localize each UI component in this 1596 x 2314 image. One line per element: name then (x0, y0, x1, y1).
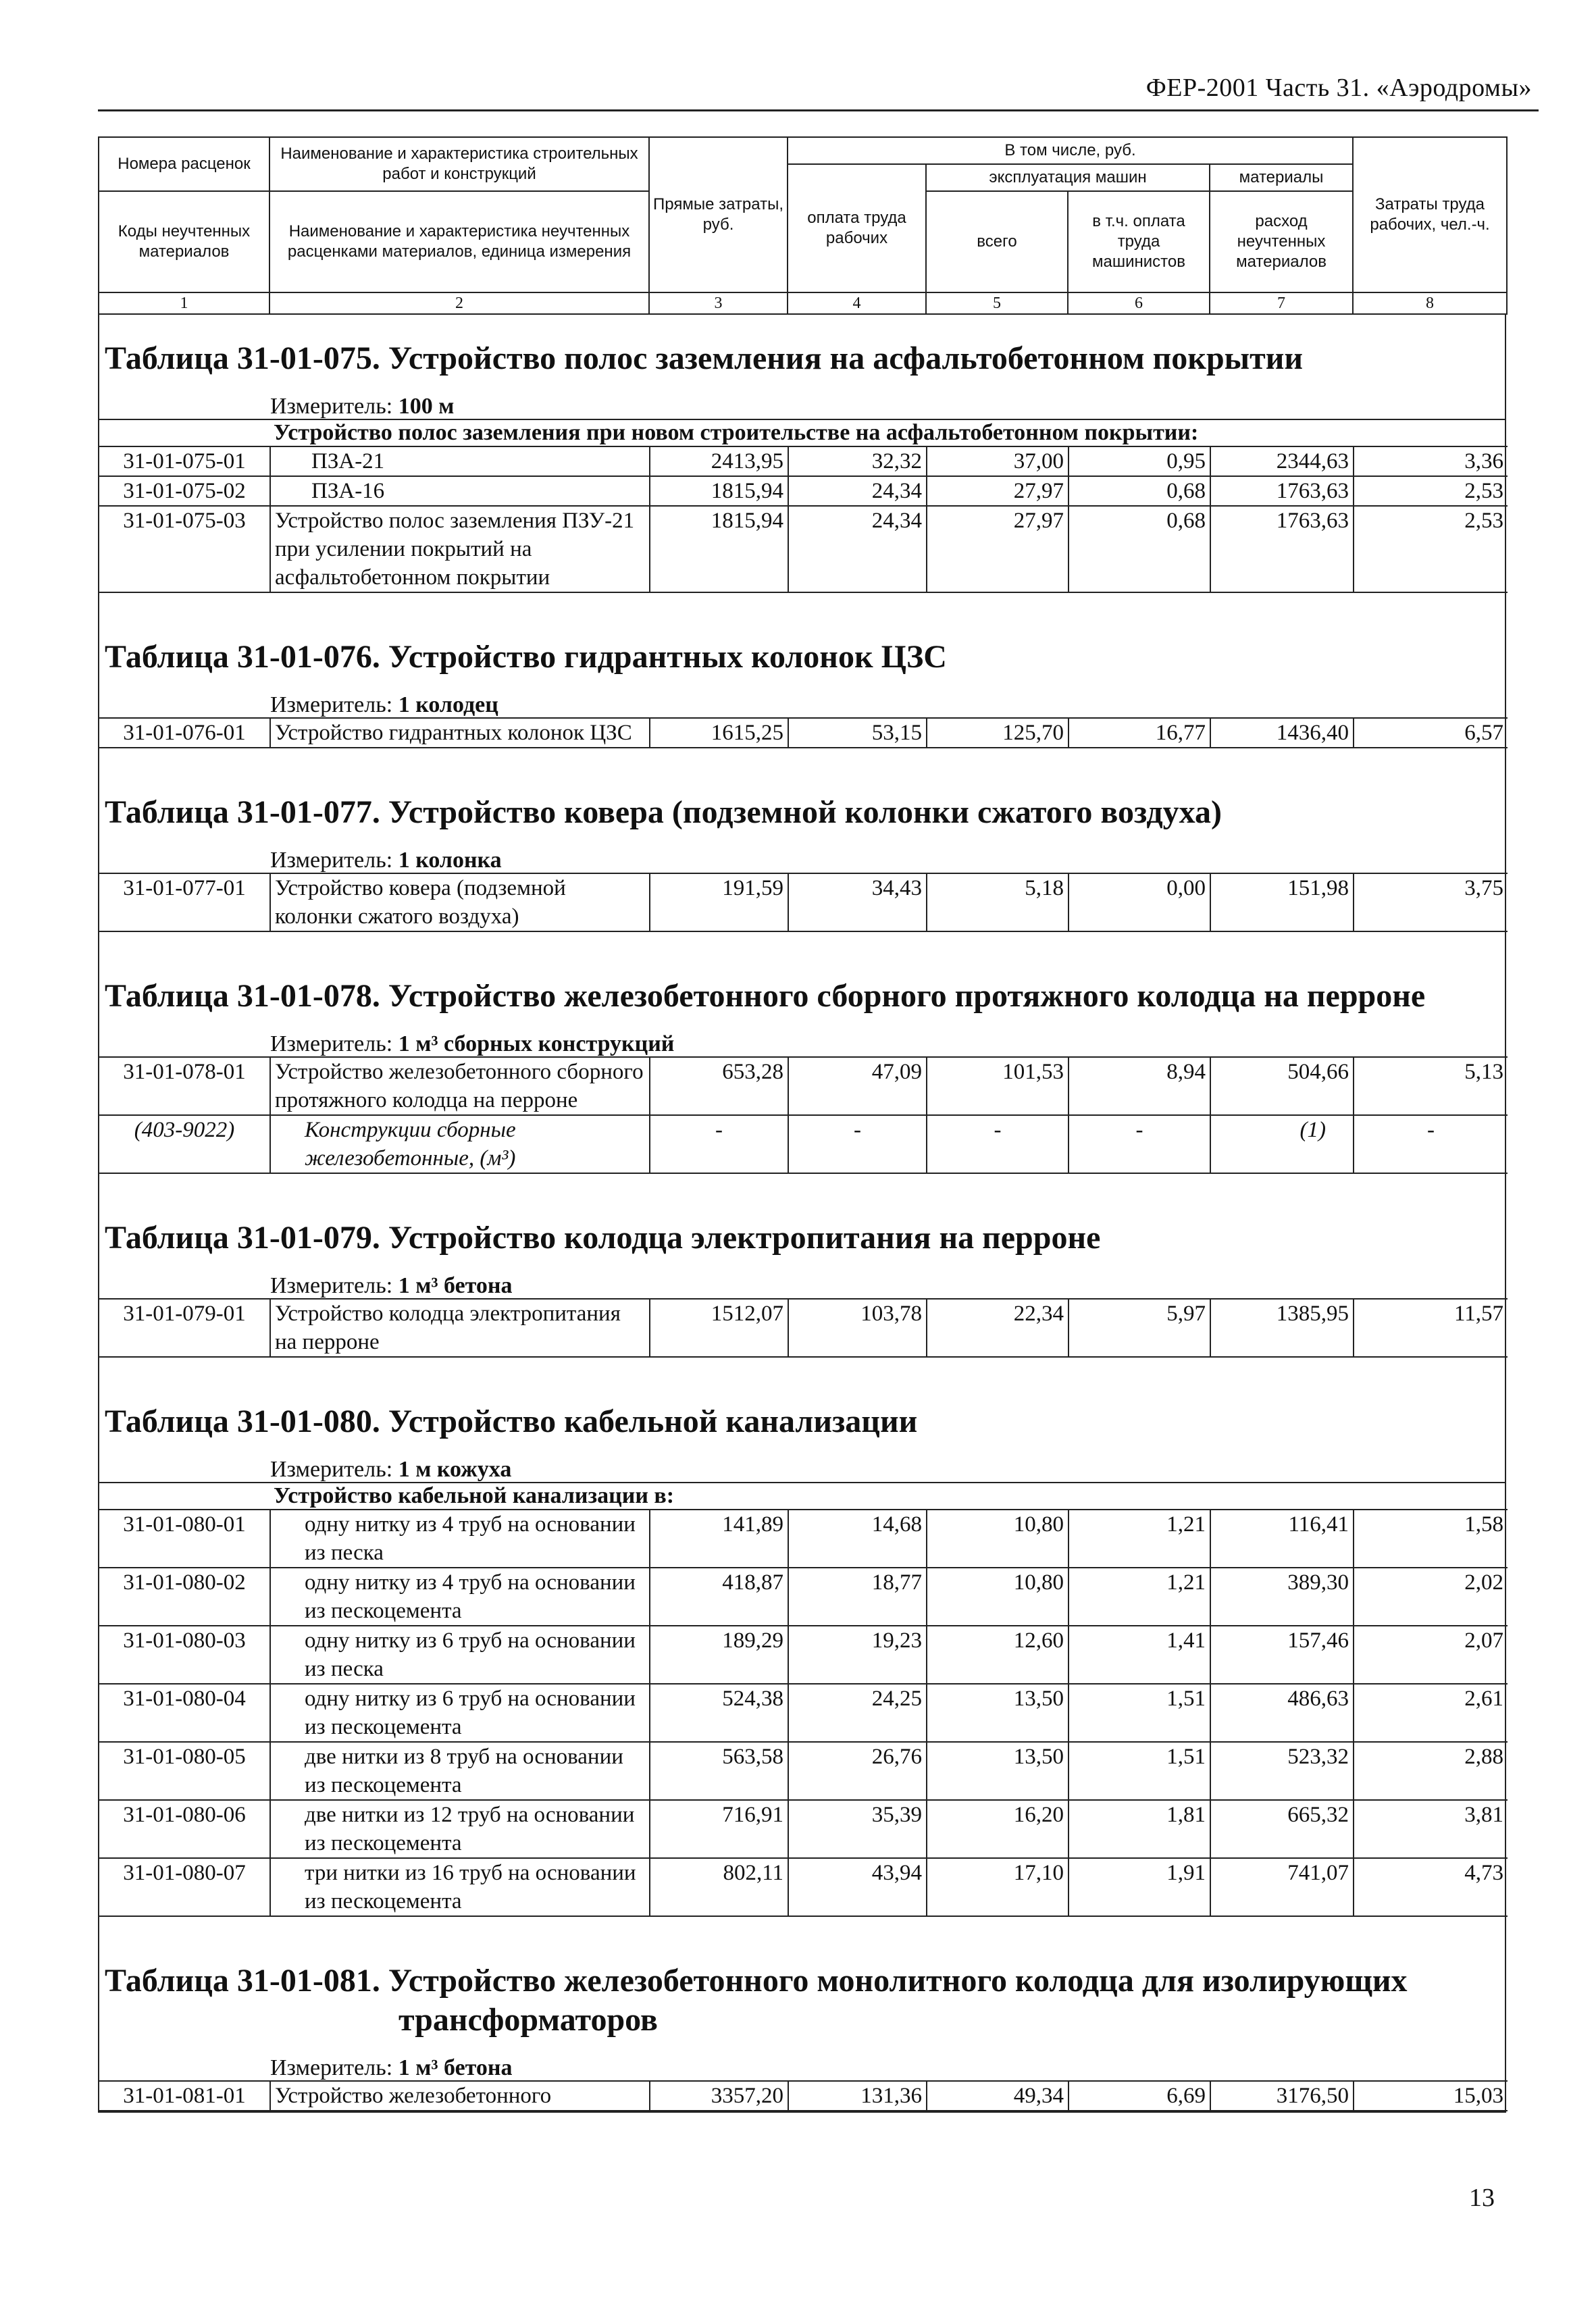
table-row (99, 1568, 1508, 1626)
col-number: 2 (269, 292, 649, 314)
work-description: ПЗА-21 (270, 446, 650, 476)
cost-value: 10,80 (927, 1568, 1069, 1626)
cost-value: 37,00 (927, 446, 1069, 476)
rate-code: 31-01-080-03 (99, 1626, 270, 1684)
col-number: 8 (1353, 292, 1507, 314)
cost-value: 16,77 (1069, 718, 1210, 748)
cost-value: 0,68 (1069, 506, 1210, 592)
rate-code: 31-01-080-05 (99, 1742, 270, 1800)
cost-value: 3,81 (1354, 1800, 1508, 1858)
cost-value: 563,58 (650, 1742, 788, 1800)
cost-value: 1436,40 (1210, 718, 1354, 748)
cost-value: 19,23 (788, 1626, 927, 1684)
cost-value: 1,51 (1069, 1742, 1210, 1800)
col-number: 5 (926, 292, 1068, 314)
rate-table (99, 1509, 1508, 1917)
cost-value: 17,10 (927, 1858, 1069, 1916)
rate-table (99, 717, 1508, 748)
cost-value: 389,30 (1210, 1568, 1354, 1626)
cost-value: 802,11 (650, 1858, 788, 1916)
cost-value: 524,38 (650, 1684, 788, 1742)
cost-value: 24,25 (788, 1684, 927, 1742)
cost-value: 1512,07 (650, 1299, 788, 1357)
measurement-unit-label: Измеритель: (270, 848, 393, 873)
cost-value: 22,34 (927, 1299, 1069, 1357)
section-gap (99, 748, 1505, 769)
cost-value: 53,15 (788, 718, 927, 748)
col-number: 6 (1068, 292, 1210, 314)
work-description: две нитки из 8 труб на основании из пескоцемента (270, 1742, 650, 1800)
table-title-text: Таблица 31-01-077. Устройство ковера (подземной колонки сжатого воздуха) (105, 794, 1222, 830)
cost-value: 35,39 (788, 1800, 927, 1858)
rate-table (99, 1298, 1508, 1358)
cost-value: 486,63 (1210, 1684, 1354, 1742)
cost-value: 1815,94 (650, 476, 788, 506)
rate-table-section (98, 613, 1506, 769)
section-gap (99, 1917, 1505, 1937)
work-description: одну нитку из 6 труб на основании из песка (270, 1626, 650, 1684)
cost-value: 5,13 (1354, 1057, 1508, 1115)
rate-code: (403-9022) (99, 1115, 270, 1173)
cost-value: - (1354, 1115, 1508, 1173)
section-gap (99, 1358, 1505, 1378)
cost-value: - (1069, 1115, 1210, 1173)
tables-container (98, 315, 1506, 2113)
col-number: 1 (99, 292, 269, 314)
work-description: три нитки из 16 труб на основании из пескоцемента (270, 1858, 650, 1916)
table-title (99, 1937, 1505, 2047)
measurement-unit (270, 1264, 1505, 1298)
table-row (99, 1057, 1508, 1115)
rate-code: 31-01-075-02 (99, 476, 270, 506)
col-header-material-names: Наименование и характеристика неучтенных расценками материалов, единица измерения (269, 191, 649, 292)
rate-table (99, 1056, 1508, 1174)
cost-value: 2,61 (1354, 1684, 1508, 1742)
rate-code: 31-01-081-01 (99, 2081, 270, 2111)
measurement-unit (270, 2047, 1505, 2080)
rate-table-section (98, 1194, 1506, 1378)
table-row (99, 1299, 1508, 1357)
work-description: Устройство колодца электропитания на перроне (270, 1299, 650, 1357)
cost-value: 189,29 (650, 1626, 788, 1684)
table-row (99, 1800, 1508, 1858)
work-description: Устройство полос заземления ПЗУ-21 при усилении покрытий на асфальтобетонном покрытии (270, 506, 650, 592)
page-header: ФЕР-2001 Часть 31. «Аэродромы» (1145, 74, 1532, 102)
cost-value: 26,76 (788, 1742, 927, 1800)
cost-value: 2413,95 (650, 446, 788, 476)
measurement-unit-value: 1 м³ бетона (398, 1273, 513, 1298)
cost-value: 116,41 (1210, 1510, 1354, 1568)
cost-value: 1385,95 (1210, 1299, 1354, 1357)
cost-value: 3,75 (1354, 873, 1508, 931)
rate-code: 31-01-077-01 (99, 873, 270, 931)
cost-value: 1,21 (1069, 1510, 1210, 1568)
rate-code: 31-01-080-07 (99, 1858, 270, 1916)
cost-value: 10,80 (927, 1510, 1069, 1568)
estimate-sheet (98, 136, 1506, 2113)
col-number: 7 (1210, 292, 1353, 314)
cost-value: 2,88 (1354, 1742, 1508, 1800)
cost-value: - (788, 1115, 927, 1173)
cost-value: 2,53 (1354, 476, 1508, 506)
table-row (99, 718, 1508, 748)
work-description: одну нитку из 6 труб на основании из пескоцемента (270, 1684, 650, 1742)
col-header-work-name: Наименование и характеристика строительных работ и конструкций (269, 137, 649, 191)
col-header-rate-number: Номера расценок (99, 137, 269, 191)
measurement-unit-label: Измеритель: (270, 692, 393, 717)
col-number: 4 (788, 292, 926, 314)
cost-value: 24,34 (788, 506, 927, 592)
cost-value: 27,97 (927, 506, 1069, 592)
table-title-text: Таблица 31-01-075. Устройство полос заземления на асфальтобетонном покрытии (105, 340, 1304, 376)
rate-table-section (98, 315, 1506, 613)
measurement-unit-value: 1 колодец (398, 692, 498, 717)
measurement-unit (270, 1448, 1505, 1482)
cost-value: 1763,63 (1210, 476, 1354, 506)
work-description: две нитки из 12 труб на основании из пескоцемента (270, 1800, 650, 1858)
table-row (99, 1626, 1508, 1684)
col-header-operator-wages: в т.ч. оплата труда машинистов (1068, 191, 1210, 292)
table-row (99, 1510, 1508, 1568)
col-header-material-usage: расход неучтенных материалов (1210, 191, 1353, 292)
cost-value: - (650, 1115, 788, 1173)
rate-code: 31-01-079-01 (99, 1299, 270, 1357)
measurement-unit-label: Измеритель: (270, 1273, 393, 1298)
col-header-direct-costs: Прямые затраты, руб. (649, 137, 788, 292)
work-description: ПЗА-16 (270, 476, 650, 506)
cost-value: 1815,94 (650, 506, 788, 592)
cost-value: 141,89 (650, 1510, 788, 1568)
cost-value: 6,57 (1354, 718, 1508, 748)
cost-value: 16,20 (927, 1800, 1069, 1858)
col-header-labor: Затраты труда рабочих, чел.-ч. (1353, 137, 1507, 292)
cost-value: 1615,25 (650, 718, 788, 748)
work-description: Устройство гидрантных колонок ЦЗС (270, 718, 650, 748)
rate-table-section (98, 952, 1506, 1194)
measurement-unit (270, 684, 1505, 717)
measurement-unit-value: 100 м (398, 394, 455, 419)
measurement-unit-value: 1 колонка (398, 848, 502, 873)
measurement-unit-value: 1 м³ бетона (398, 2055, 513, 2080)
cost-value: 13,50 (927, 1742, 1069, 1800)
rate-table (99, 446, 1508, 593)
table-row (99, 476, 1508, 506)
col-header-machines: эксплуатация машин (926, 164, 1210, 191)
cost-value: 1,51 (1069, 1684, 1210, 1742)
work-description: одну нитку из 4 труб на основании из пескоцемента (270, 1568, 650, 1626)
cost-value: 716,91 (650, 1800, 788, 1858)
measurement-unit-label: Измеритель: (270, 1457, 393, 1482)
rate-code: 31-01-075-01 (99, 446, 270, 476)
cost-value: 1,91 (1069, 1858, 1210, 1916)
cost-value: 14,68 (788, 1510, 927, 1568)
cost-value: 0,95 (1069, 446, 1210, 476)
cost-value: 418,87 (650, 1568, 788, 1626)
table-row (99, 2081, 1508, 2111)
table-title-text: Таблица 31-01-081. Устройство железобетонного монолитного колодца для изолирующих (105, 1963, 1408, 1999)
table-row (99, 506, 1508, 592)
cost-value: 125,70 (927, 718, 1069, 748)
cost-value: 32,32 (788, 446, 927, 476)
col-header-materials: материалы (1210, 164, 1353, 191)
rate-code: 31-01-080-04 (99, 1684, 270, 1742)
cost-value: 34,43 (788, 873, 927, 931)
cost-value: 523,32 (1210, 1742, 1354, 1800)
cost-value: 24,34 (788, 476, 927, 506)
table-row (99, 1684, 1508, 1742)
cost-value: 741,07 (1210, 1858, 1354, 1916)
table-title-text: Таблица 31-01-080. Устройство кабельной канализации (105, 1404, 918, 1439)
table-row (99, 1115, 1508, 1173)
cost-value: 157,46 (1210, 1626, 1354, 1684)
rate-code: 31-01-080-01 (99, 1510, 270, 1568)
rate-table-section (98, 769, 1506, 952)
cost-value: 1,58 (1354, 1510, 1508, 1568)
cost-value: 2,07 (1354, 1626, 1508, 1684)
cost-value: 49,34 (927, 2081, 1069, 2111)
cost-value: 2,53 (1354, 506, 1508, 592)
cost-value: 151,98 (1210, 873, 1354, 931)
work-description: Конструкции сборные железобетонные, (м³) (270, 1115, 650, 1173)
cost-value: 3176,50 (1210, 2081, 1354, 2111)
table-subheading: Устройство кабельной канализации в: (99, 1482, 1505, 1509)
column-header-table (98, 136, 1508, 315)
col-number: 3 (649, 292, 788, 314)
header-rule (98, 109, 1539, 111)
section-gap (99, 932, 1505, 952)
cost-value: 13,50 (927, 1684, 1069, 1742)
table-title-text: Таблица 31-01-079. Устройство колодца электропитания на перроне (105, 1220, 1101, 1256)
work-description: Устройство ковера (подземной колонки сжатого воздуха) (270, 873, 650, 931)
measurement-unit-label: Измеритель: (270, 1031, 393, 1056)
cost-value: 2,02 (1354, 1568, 1508, 1626)
col-header-wages: оплата труда рабочих (788, 164, 926, 292)
cost-value: (1) (1210, 1115, 1354, 1173)
rate-table (99, 2080, 1508, 2111)
cost-value: 3,36 (1354, 446, 1508, 476)
measurement-unit (270, 839, 1505, 873)
rate-table-section (98, 1937, 1506, 2113)
cost-value: 4,73 (1354, 1858, 1508, 1916)
table-title (99, 769, 1505, 839)
cost-value: 191,59 (650, 873, 788, 931)
cost-value: 665,32 (1210, 1800, 1354, 1858)
cost-value: 12,60 (927, 1626, 1069, 1684)
cost-value: 131,36 (788, 2081, 927, 2111)
table-row (99, 1742, 1508, 1800)
measurement-unit-value: 1 м³ сборных конструкций (398, 1031, 675, 1056)
cost-value: 8,94 (1069, 1057, 1210, 1115)
table-row (99, 873, 1508, 931)
rate-table (99, 873, 1508, 932)
cost-value: 43,94 (788, 1858, 927, 1916)
table-title (99, 315, 1505, 385)
cost-value: 103,78 (788, 1299, 927, 1357)
cost-value: 5,97 (1069, 1299, 1210, 1357)
rate-code: 31-01-075-03 (99, 506, 270, 592)
measurement-unit-value: 1 м кожуха (398, 1457, 512, 1482)
cost-value: 3357,20 (650, 2081, 788, 2111)
cost-value: 1,81 (1069, 1800, 1210, 1858)
cost-value: 0,00 (1069, 873, 1210, 931)
cost-value: 1,41 (1069, 1626, 1210, 1684)
table-title-text: Таблица 31-01-076. Устройство гидрантных колонок ЦЗС (105, 639, 947, 675)
col-header-machines-total: всего (926, 191, 1068, 292)
table-title (99, 613, 1505, 684)
cost-value: 504,66 (1210, 1057, 1354, 1115)
table-title-continuation: трансформаторов (398, 2002, 658, 2038)
cost-value: 15,03 (1354, 2081, 1508, 2111)
section-gap (99, 1174, 1505, 1194)
work-description: одну нитку из 4 труб на основании из песка (270, 1510, 650, 1568)
cost-value: 653,28 (650, 1057, 788, 1115)
table-title (99, 1194, 1505, 1264)
cost-value: 11,57 (1354, 1299, 1508, 1357)
rate-code: 31-01-080-06 (99, 1800, 270, 1858)
cost-value: - (927, 1115, 1069, 1173)
cost-value: 5,18 (927, 873, 1069, 931)
cost-value: 47,09 (788, 1057, 927, 1115)
cost-value: 6,69 (1069, 2081, 1210, 2111)
work-description: Устройство железобетонного сборного протяжного колодца на перроне (270, 1057, 650, 1115)
cost-value: 2344,63 (1210, 446, 1354, 476)
rate-code: 31-01-076-01 (99, 718, 270, 748)
measurement-unit (270, 385, 1505, 419)
table-row (99, 1858, 1508, 1916)
measurement-unit (270, 1023, 1505, 1056)
rate-table-section (98, 1378, 1506, 1937)
col-header-material-codes: Коды неучтенных материалов (99, 191, 269, 292)
measurement-unit-label: Измеритель: (270, 2055, 393, 2080)
work-description: Устройство железобетонного (270, 2081, 650, 2111)
table-row (99, 446, 1508, 476)
rate-code: 31-01-078-01 (99, 1057, 270, 1115)
table-title (99, 1378, 1505, 1448)
cost-value: 18,77 (788, 1568, 927, 1626)
section-gap (99, 593, 1505, 613)
column-number-row (99, 292, 1507, 314)
cost-value: 0,68 (1069, 476, 1210, 506)
cost-value: 1763,63 (1210, 506, 1354, 592)
cost-value: 1,21 (1069, 1568, 1210, 1626)
rate-code: 31-01-080-02 (99, 1568, 270, 1626)
cost-value: 101,53 (927, 1057, 1069, 1115)
measurement-unit-label: Измеритель: (270, 394, 393, 419)
cost-value: 27,97 (927, 476, 1069, 506)
table-subheading: Устройство полос заземления при новом строительстве на асфальтобетонном покрытии: (99, 419, 1505, 446)
page-number: 13 (1469, 2184, 1495, 2212)
table-title-text: Таблица 31-01-078. Устройство железобетонного сборного протяжного колодца на перроне (105, 978, 1426, 1014)
col-header-including: В том числе, руб. (788, 137, 1353, 164)
table-title (99, 952, 1505, 1023)
